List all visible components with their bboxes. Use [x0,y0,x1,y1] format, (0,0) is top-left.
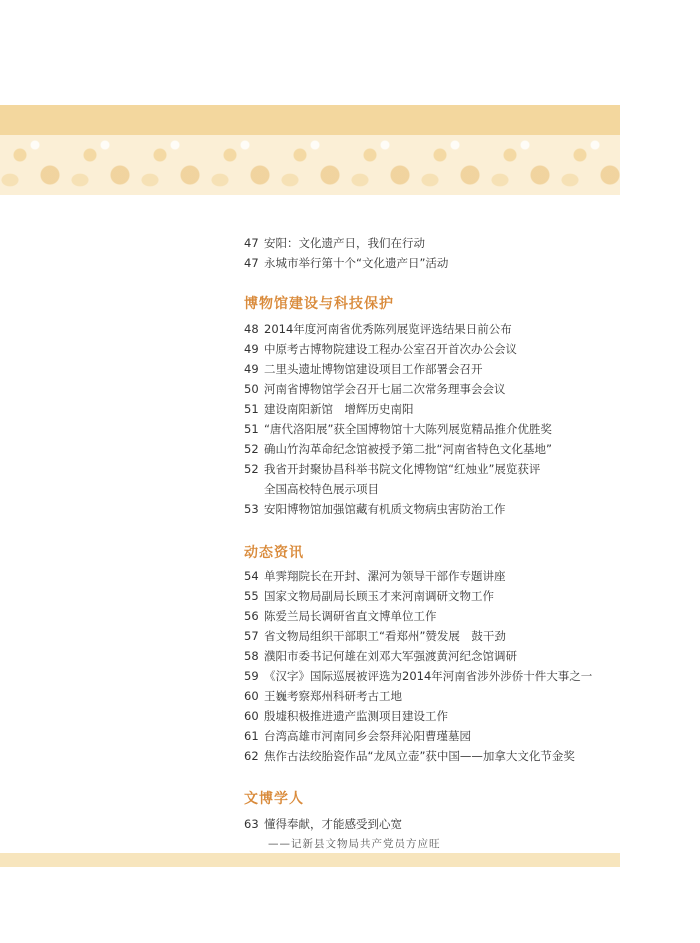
toc-entry[interactable] [244,379,604,399]
section-heading: 文博学人 [244,791,304,807]
toc-entry[interactable] [244,686,604,706]
section-heading: 动态资讯 [244,545,304,561]
page-number: 63 [244,817,259,831]
header-floral-pattern [0,135,620,195]
page-number: 49 [244,362,259,376]
page-number: 61 [244,729,259,743]
entry-title: 濮阳市委书记何雄在刘邓大军强渡黄河纪念馆调研 [264,649,517,663]
top-entry-list [244,233,604,273]
toc-entry[interactable] [244,253,604,273]
toc-entry[interactable] [244,339,604,359]
entry-title: 中原考古博物院建设工程办公室召开首次办公会议 [264,342,517,356]
toc-entry[interactable] [244,586,604,606]
entry-title: 《汉字》国际巡展被评选为2014年河南省涉外涉侨十件大事之一 [264,669,593,683]
toc-entry[interactable] [244,606,604,626]
entry-title: 确山竹沟革命纪念馆被授予第二批“河南省特色文化基地” [264,442,552,456]
toc-entry[interactable] [244,359,604,379]
header-banner-band [0,105,620,135]
page-number: 55 [244,589,259,603]
toc-entry[interactable] [244,746,604,766]
page-number: 53 [244,502,259,516]
entry-title: 陈爱兰局长调研省直文博单位工作 [264,609,437,623]
entry-title: 单霁翔院长在开封、漯河为领导干部作专题讲座 [264,569,506,583]
entry-title: 王巍考察郑州科研考古工地 [264,689,402,703]
toc-entry[interactable] [244,399,604,419]
toc-entry[interactable] [244,419,604,439]
toc-entry[interactable] [244,814,604,834]
entry-title: 河南省博物馆学会召开七届二次常务理事会会议 [264,382,506,396]
toc-entry[interactable] [244,319,604,339]
entry-title: 殷墟积极推进遗产监测项目建设工作 [264,709,448,723]
page-number: 58 [244,649,259,663]
page-number: 52 [244,462,259,476]
toc-entry[interactable] [244,233,604,253]
toc-entry[interactable] [244,726,604,746]
section-entry-list [244,814,604,854]
section-entry-list [244,319,604,519]
entry-title-continuation: 全国高校特色展示项目 [264,482,379,496]
page-number: 60 [244,709,259,723]
toc-entry[interactable] [244,439,604,459]
page-number: 62 [244,749,259,763]
page-number: 60 [244,689,259,703]
entry-title: 永城市举行第十个“文化遗产日”活动 [264,256,449,270]
footer-band [0,853,620,867]
entry-title: “唐代洛阳展”获全国博物馆十大陈列展览精品推介优胜奖 [264,422,552,436]
entry-title: 2014年度河南省优秀陈列展览评选结果日前公布 [264,322,512,336]
page-number: 49 [244,342,259,356]
entry-subtitle: ——记新县文物局共产党员方应旺 [268,838,441,850]
page-number: 57 [244,629,259,643]
entry-title: 建设南阳新馆 增辉历史南阳 [264,402,414,416]
section-entry-list [244,566,604,766]
entry-title: 安阳博物馆加强馆藏有机质文物病虫害防治工作 [264,502,506,516]
toc-entry[interactable] [244,626,604,646]
entry-title: 二里头遗址博物馆建设项目工作部署会召开 [264,362,483,376]
page-number: 54 [244,569,259,583]
toc-entry[interactable] [244,646,604,666]
page-number: 59 [244,669,259,683]
page-number: 51 [244,422,259,436]
toc-entry[interactable] [244,666,604,686]
page-number: 56 [244,609,259,623]
page-number: 52 [244,442,259,456]
table-of-contents [244,233,604,854]
page-number: 47 [244,236,259,250]
toc-entry[interactable] [244,459,604,479]
page-number: 47 [244,256,259,270]
page-number: 51 [244,402,259,416]
toc-entry[interactable] [244,499,604,519]
toc-entry[interactable] [244,566,604,586]
page-number: 48 [244,322,259,336]
entry-title: 懂得奉献，才能感受到心宽 [264,817,402,831]
entry-title: 省文物局组织干部职工“看郑州”赞发展 鼓干劲 [264,629,506,643]
entry-title: 台湾高雄市河南同乡会祭拜沁阳曹瑾墓园 [264,729,471,743]
entry-title: 焦作古法绞胎瓷作品“龙凤立壶”获中国——加拿大文化节金奖 [264,749,575,763]
entry-title: 国家文物局副局长顾玉才来河南调研文物工作 [264,589,494,603]
section-heading: 博物馆建设与科技保护 [244,296,394,312]
entry-title: 我省开封聚协昌科举书院文化博物馆“红烛业”展览获评 [264,462,541,476]
page-number: 50 [244,382,259,396]
entry-title: 安阳：文化遗产日，我们在行动 [264,236,425,250]
toc-entry[interactable] [244,706,604,726]
